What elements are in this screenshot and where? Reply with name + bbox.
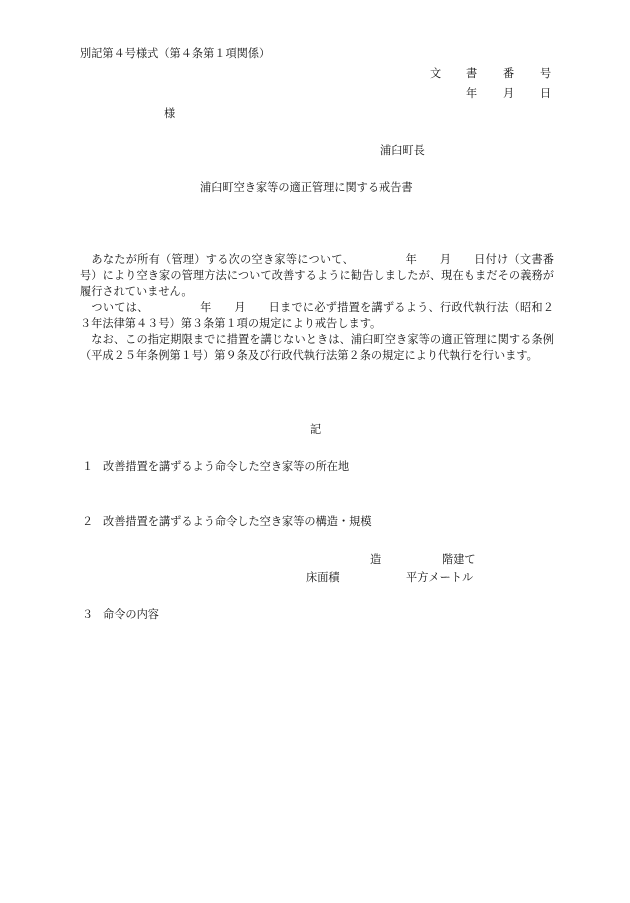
document-title: 浦臼町空き家等の適正管理に関する戒告書 — [200, 181, 413, 194]
doc-number-char: 書 — [466, 67, 478, 80]
addressee: 様 — [164, 107, 176, 120]
date-day: 日 — [540, 87, 552, 100]
form-id: 別記第４号様式（第４条第１項関係） — [80, 47, 271, 60]
item-text: 改善措置を講ずるよう命令した空き家等の構造・規模 — [103, 515, 372, 528]
body-paragraph-2: ついては、 年 月 日までに必ず措置を講ずるよう、行政代執行法（昭和２３年法律第４３号）第３条第１項の規定により戒告します。 — [80, 301, 554, 330]
structure-zo: 造 — [370, 553, 382, 566]
floor-area-unit: 平方メートル — [406, 571, 474, 584]
body-paragraph-3: なお、この指定期限までに措置を講じないときは、浦臼町空き家等の適正管理に関する条例（平成２５年条例第１号）第９条及び行政代執行法第２条の規定により代執行を行います。 — [80, 333, 554, 362]
item-text: 命令の内容 — [103, 608, 159, 621]
item-text: 改善措置を講ずるよう命令した空き家等の所在地 — [103, 460, 350, 473]
item-number: ２ — [82, 515, 94, 528]
date-month: 月 — [503, 87, 515, 100]
ki-heading: 記 — [310, 423, 322, 436]
doc-number-char: 文 — [430, 67, 442, 80]
structure-floors: 階建て — [442, 553, 476, 566]
date-year: 年 — [466, 87, 478, 100]
sender: 浦臼町長 — [380, 144, 425, 157]
doc-number-char: 号 — [540, 67, 552, 80]
floor-area-label: 床面積 — [306, 571, 340, 584]
doc-number-char: 番 — [503, 67, 515, 80]
item-number: １ — [82, 460, 94, 473]
item-number: ３ — [82, 608, 94, 621]
body-paragraph-1: あなたが所有（管理）する次の空き家等について、 年 月 日付け（文書番号）により空き家の管理方法について改善するように勧告しましたが、現在もまだその義務が履行されていません。 — [80, 253, 554, 298]
